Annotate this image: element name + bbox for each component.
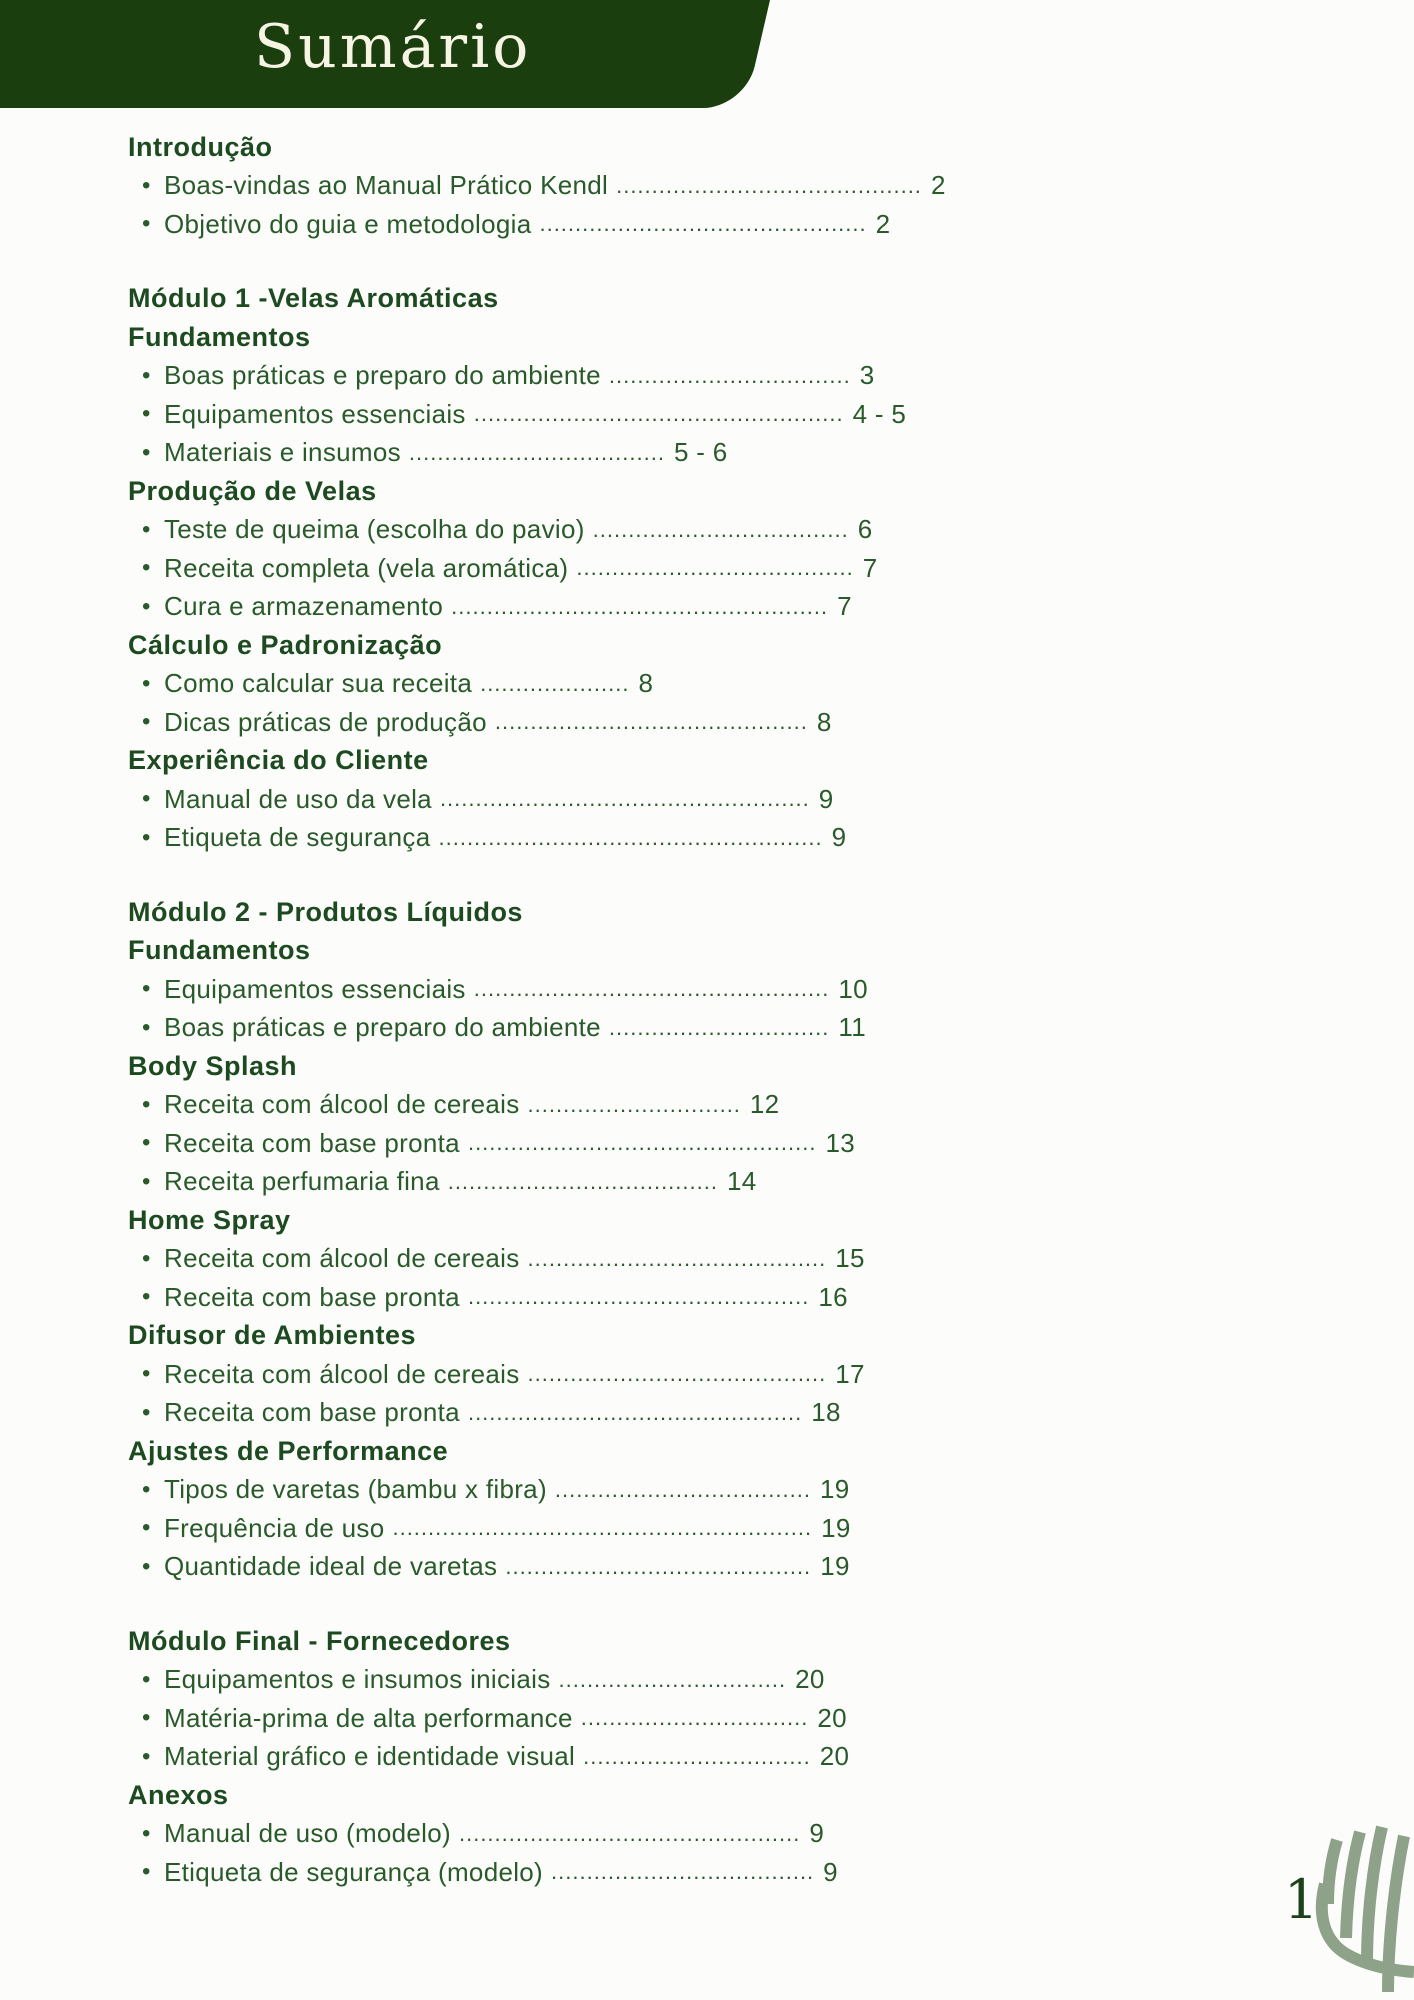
toc-dot-leader: ................................ bbox=[558, 1666, 787, 1692]
toc-entry-label: Receita com base pronta bbox=[164, 1397, 460, 1428]
toc-dot-leader: .............................................. bbox=[539, 211, 867, 237]
toc-entry[interactable] bbox=[128, 1509, 1158, 1548]
toc-dot-leader: .......................................... bbox=[527, 1245, 827, 1271]
toc-entry-label: Manual de uso da vela bbox=[164, 783, 432, 814]
toc-entry[interactable] bbox=[128, 703, 1158, 742]
toc-entry-label: Cura e armazenamento bbox=[164, 591, 444, 622]
toc-dot-leader: ................................ bbox=[583, 1743, 811, 1769]
toc-entry[interactable] bbox=[128, 1815, 1158, 1854]
toc-page-number: 19 bbox=[821, 1512, 851, 1543]
toc-entry-label: Etiqueta de segurança bbox=[164, 822, 431, 853]
toc-entry[interactable] bbox=[128, 1124, 1158, 1163]
section-gap bbox=[128, 244, 1158, 280]
toc-dot-leader: .................................... bbox=[554, 1476, 811, 1502]
toc-entry-label: Equipamentos e insumos iniciais bbox=[164, 1664, 551, 1695]
toc-heading-label: Produção de Velas bbox=[128, 475, 377, 506]
toc-dot-leader: ..................................................... bbox=[451, 593, 829, 619]
toc-entry[interactable] bbox=[128, 1394, 1158, 1433]
leaf-fan-icon bbox=[1300, 1820, 1414, 2000]
toc-entry[interactable] bbox=[128, 395, 1158, 434]
bullet-icon: • bbox=[142, 1704, 151, 1732]
bullet-icon: • bbox=[142, 400, 151, 428]
toc-entry[interactable] bbox=[128, 357, 1158, 396]
toc-section-heading bbox=[128, 932, 1158, 971]
toc-page-number: 9 bbox=[823, 1856, 838, 1887]
bullet-icon: • bbox=[142, 1090, 151, 1118]
toc-heading-label: Introdução bbox=[128, 131, 273, 162]
toc-page-number: 9 bbox=[809, 1818, 825, 1849]
brand-logo-icon bbox=[1300, 1820, 1414, 2000]
page-number: 1 bbox=[1284, 1868, 1319, 1931]
toc-dot-leader: ....................................... bbox=[576, 555, 854, 581]
toc-entry-label: Quantidade ideal de varetas bbox=[164, 1551, 498, 1582]
toc-section-heading bbox=[128, 1317, 1158, 1356]
toc-page-number: 7 bbox=[837, 591, 852, 622]
toc-page-number: 12 bbox=[749, 1089, 780, 1120]
toc-entry[interactable] bbox=[128, 1738, 1158, 1777]
toc-dot-leader: ............................... bbox=[608, 1014, 830, 1040]
toc-section-heading bbox=[128, 742, 1158, 781]
toc-heading-label: Difusor de Ambientes bbox=[128, 1320, 417, 1351]
toc-entry-label: Receita com álcool de cereais bbox=[164, 1358, 520, 1389]
toc-entry-label: Como calcular sua receita bbox=[164, 668, 473, 699]
toc-dot-leader: .................................................... bbox=[473, 401, 844, 427]
toc-page-number: 7 bbox=[862, 552, 878, 583]
toc-page-number: 9 bbox=[831, 822, 847, 853]
toc-entry-label: Receita com base pronta bbox=[164, 1281, 460, 1312]
toc-entry[interactable] bbox=[128, 549, 1158, 588]
toc-dot-leader: ..................... bbox=[480, 670, 630, 696]
bullet-icon: • bbox=[142, 1129, 151, 1157]
toc-entry[interactable] bbox=[128, 1240, 1158, 1279]
toc-page-number: 16 bbox=[818, 1281, 848, 1312]
toc-entry[interactable] bbox=[128, 970, 1158, 1009]
toc-entry-label: Etiqueta de segurança (modelo) bbox=[164, 1856, 544, 1887]
toc-heading-label: Módulo 2 - Produtos Líquidos bbox=[128, 896, 523, 927]
bullet-icon: • bbox=[142, 1167, 151, 1195]
toc-entry[interactable] bbox=[128, 1853, 1158, 1892]
bullet-icon: • bbox=[142, 1244, 151, 1272]
toc-section-heading bbox=[128, 472, 1158, 511]
toc-entry-label: Receita perfumaria fina bbox=[164, 1166, 440, 1197]
toc-dot-leader: ............................................ bbox=[494, 709, 808, 735]
toc-page-number: 20 bbox=[817, 1702, 847, 1733]
bullet-icon: • bbox=[142, 975, 151, 1003]
toc-heading-label: Cálculo e Padronização bbox=[128, 629, 443, 660]
bullet-icon: • bbox=[142, 171, 151, 199]
toc-section-heading bbox=[128, 1776, 1158, 1815]
toc-dot-leader: ..................................... bbox=[551, 1859, 815, 1885]
toc-entry[interactable] bbox=[128, 1163, 1158, 1202]
toc-entry-label: Materiais e insumos bbox=[164, 437, 401, 468]
toc-entry[interactable] bbox=[128, 1355, 1158, 1394]
toc-dot-leader: .................................... bbox=[592, 516, 849, 542]
toc-entry-label: Receita completa (vela aromática) bbox=[164, 552, 569, 583]
toc-section-heading bbox=[128, 1201, 1158, 1240]
toc-entry[interactable] bbox=[128, 205, 1158, 244]
toc-section-heading bbox=[128, 1047, 1158, 1086]
bullet-icon: • bbox=[142, 515, 151, 543]
toc-page-number: 9 bbox=[818, 783, 834, 814]
toc-page-number: 5 - 6 bbox=[673, 437, 728, 468]
toc-section-heading bbox=[128, 1432, 1158, 1471]
bullet-icon: • bbox=[142, 1398, 151, 1426]
bullet-icon: • bbox=[142, 438, 151, 466]
toc-page-number: 3 bbox=[859, 360, 875, 391]
bullet-icon: • bbox=[142, 1858, 151, 1886]
bullet-icon: • bbox=[142, 1283, 151, 1311]
bullet-icon: • bbox=[142, 708, 151, 736]
toc-entry-label: Objetivo do guia e metodologia bbox=[164, 208, 532, 239]
toc-section-heading bbox=[128, 893, 1158, 932]
toc-dot-leader: ............................................... bbox=[467, 1399, 803, 1425]
toc-dot-leader: ...................................................... bbox=[438, 824, 823, 850]
toc-page-number: 17 bbox=[835, 1358, 865, 1389]
bullet-icon: • bbox=[142, 210, 151, 238]
toc-section-heading bbox=[128, 280, 1158, 319]
bullet-icon: • bbox=[142, 1475, 151, 1503]
toc-page-number: 19 bbox=[819, 1474, 850, 1505]
toc-entry-label: Frequência de uso bbox=[164, 1512, 385, 1543]
toc-entry-label: Manual de uso (modelo) bbox=[164, 1818, 451, 1849]
toc-dot-leader: ................................................. bbox=[467, 1130, 817, 1156]
toc-section-heading bbox=[128, 318, 1158, 357]
toc-entry[interactable] bbox=[128, 588, 1158, 627]
toc-entry[interactable] bbox=[128, 1661, 1158, 1700]
toc-entry-label: Receita com base pronta bbox=[164, 1127, 460, 1158]
toc-entry[interactable] bbox=[128, 1699, 1158, 1738]
bullet-icon: • bbox=[142, 1552, 151, 1580]
toc-dot-leader: ...................................... bbox=[447, 1168, 718, 1194]
toc-page-number: 4 - 5 bbox=[852, 398, 907, 429]
toc-entry-label: Teste de queima (escolha do pavio) bbox=[164, 514, 585, 545]
toc-section-heading bbox=[128, 626, 1158, 665]
toc-heading-label: Fundamentos bbox=[128, 321, 311, 352]
toc-list bbox=[128, 128, 1158, 1892]
toc-entry-label: Receita com álcool de cereais bbox=[164, 1089, 520, 1120]
bullet-icon: • bbox=[142, 1665, 151, 1693]
toc-entry[interactable] bbox=[128, 1009, 1158, 1048]
toc-entry[interactable] bbox=[128, 1471, 1158, 1510]
toc-entry[interactable] bbox=[128, 665, 1158, 704]
section-gap bbox=[128, 857, 1158, 893]
bullet-icon: • bbox=[142, 592, 151, 620]
bullet-icon: • bbox=[142, 823, 151, 851]
bullet-icon: • bbox=[142, 785, 151, 813]
bullet-icon: • bbox=[142, 1819, 151, 1847]
toc-entry[interactable] bbox=[128, 511, 1158, 550]
toc-entry[interactable] bbox=[128, 1548, 1158, 1587]
toc-heading-label: Body Splash bbox=[128, 1050, 298, 1081]
bullet-icon: • bbox=[142, 669, 151, 697]
toc-page-number: 8 bbox=[816, 706, 832, 737]
page-title: Sumário bbox=[254, 12, 532, 82]
toc-entry-label: Dicas práticas de produção bbox=[164, 706, 487, 737]
toc-entry-label: Tipos de varetas (bambu x fibra) bbox=[164, 1474, 547, 1505]
bullet-icon: • bbox=[142, 1013, 151, 1041]
toc-page-number: 15 bbox=[835, 1243, 865, 1274]
toc-page-number: 2 bbox=[875, 208, 891, 239]
toc-page-number: 20 bbox=[795, 1664, 825, 1695]
toc-dot-leader: .................................................. bbox=[473, 976, 830, 1002]
bullet-icon: • bbox=[142, 361, 151, 389]
toc-entry[interactable] bbox=[128, 1086, 1158, 1125]
section-gap bbox=[128, 1586, 1158, 1622]
toc-page-number: 13 bbox=[825, 1127, 855, 1158]
toc-entry-label: Boas-vindas ao Manual Prático Kendl bbox=[164, 170, 609, 201]
toc-entry-label: Material gráfico e identidade visual bbox=[164, 1741, 576, 1772]
toc-entry-label: Boas práticas e preparo do ambiente bbox=[164, 360, 601, 391]
bullet-icon: • bbox=[142, 1514, 151, 1542]
toc-entry[interactable] bbox=[128, 167, 1158, 206]
toc-dot-leader: ................................................ bbox=[458, 1820, 801, 1846]
toc-page-number: 11 bbox=[838, 1012, 866, 1043]
toc-page-number: 8 bbox=[638, 668, 654, 699]
toc-page-number: 6 bbox=[857, 514, 873, 545]
toc-heading-label: Home Spray bbox=[128, 1204, 291, 1235]
toc-dot-leader: .................................. bbox=[608, 362, 851, 388]
toc-page-number: 2 bbox=[930, 170, 946, 201]
toc-entry-label: Receita com álcool de cereais bbox=[164, 1243, 520, 1274]
toc-entry[interactable] bbox=[128, 434, 1158, 473]
toc-entry-label: Equipamentos essenciais bbox=[164, 973, 466, 1004]
bullet-icon: • bbox=[142, 1742, 151, 1770]
toc-heading-label: Módulo Final - Fornecedores bbox=[128, 1625, 511, 1656]
toc-section-heading bbox=[128, 128, 1158, 167]
toc-page-number: 10 bbox=[838, 973, 868, 1004]
toc-entry-label: Matéria-prima de alta performance bbox=[164, 1702, 573, 1733]
toc-entry[interactable] bbox=[128, 780, 1158, 819]
toc-dot-leader: .......................................... bbox=[527, 1361, 827, 1387]
toc-entry[interactable] bbox=[128, 1278, 1158, 1317]
toc-heading-label: Experiência do Cliente bbox=[128, 745, 429, 776]
toc-dot-leader: ........................................... bbox=[505, 1553, 812, 1579]
toc-dot-leader: ........................................... bbox=[616, 172, 922, 198]
toc-section-heading bbox=[128, 1622, 1158, 1661]
toc-heading-label: Ajustes de Performance bbox=[128, 1435, 449, 1466]
toc-entry-label: Equipamentos essenciais bbox=[164, 398, 466, 429]
toc-dot-leader: ................................ bbox=[580, 1705, 809, 1731]
toc-page-number: 19 bbox=[820, 1551, 850, 1582]
toc-heading-label: Módulo 1 -Velas Aromáticas bbox=[128, 283, 499, 314]
toc-dot-leader: .................................................... bbox=[439, 786, 810, 812]
toc-page-number: 20 bbox=[819, 1741, 850, 1772]
toc-page-number: 18 bbox=[811, 1397, 841, 1428]
toc-entry[interactable] bbox=[128, 819, 1158, 858]
toc-heading-label: Fundamentos bbox=[128, 935, 311, 966]
toc-dot-leader: .................................... bbox=[408, 439, 665, 465]
bullet-icon: • bbox=[142, 554, 151, 582]
bullet-icon: • bbox=[142, 1360, 151, 1388]
toc-dot-leader: ........................................................... bbox=[392, 1515, 813, 1541]
toc-entry-label: Boas práticas e preparo do ambiente bbox=[164, 1012, 601, 1043]
toc-dot-leader: ................................................ bbox=[467, 1284, 810, 1310]
toc-heading-label: Anexos bbox=[128, 1779, 229, 1810]
toc-page-number: 14 bbox=[726, 1166, 757, 1197]
toc-dot-leader: .............................. bbox=[527, 1091, 741, 1117]
